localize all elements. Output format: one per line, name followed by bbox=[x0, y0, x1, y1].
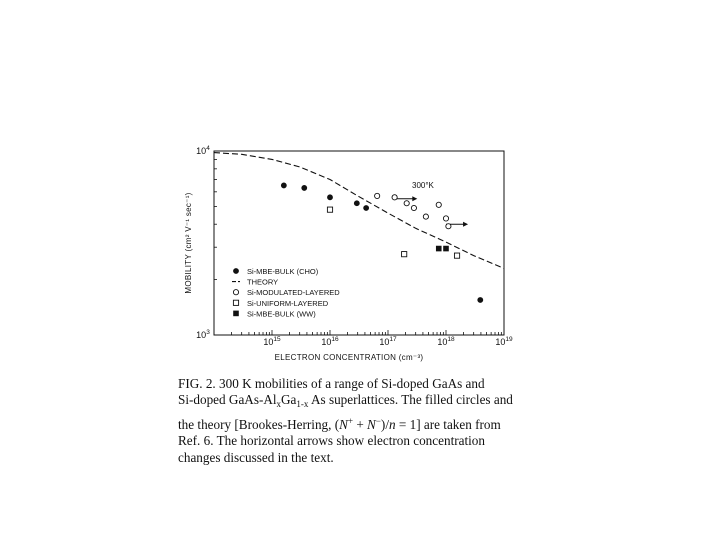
data-point bbox=[423, 214, 428, 219]
data-point bbox=[375, 193, 380, 198]
caption-line-2: Si-doped GaAs-$Al_xGa_{1-x}$ As superlattices. The filled circles and bbox=[178, 392, 513, 410]
data-point bbox=[363, 205, 369, 211]
legend-marker bbox=[233, 290, 238, 295]
y-tick-labels bbox=[196, 145, 210, 340]
data-point bbox=[281, 183, 287, 189]
theory-curve bbox=[214, 153, 504, 269]
data-point bbox=[392, 195, 397, 200]
legend-marker bbox=[233, 311, 239, 317]
data-point bbox=[436, 202, 441, 207]
legend-marker bbox=[233, 268, 239, 274]
legend-label: THEORY bbox=[247, 277, 279, 287]
data-point bbox=[301, 185, 307, 191]
data-point bbox=[443, 246, 449, 252]
x-tick-label: $10^{19}$ bbox=[495, 336, 513, 347]
x-tick-label: $10^{15}$ bbox=[263, 336, 281, 347]
data-point bbox=[411, 205, 416, 210]
x-axis-title: ELECTRON CONCENTRATION (cm⁻³) bbox=[274, 353, 424, 362]
legend bbox=[232, 267, 340, 318]
arrow-head bbox=[412, 196, 417, 201]
figure-caption bbox=[178, 376, 628, 466]
y-tick-label: $10^3$ bbox=[196, 329, 210, 340]
x-tick-label: $10^{16}$ bbox=[321, 336, 339, 347]
theory-line bbox=[214, 153, 504, 269]
x-tick-label: $10^{17}$ bbox=[379, 336, 397, 347]
legend-marker bbox=[233, 300, 238, 305]
caption-line-4: Ref. 6. The horizontal arrows show electron concentration bbox=[178, 433, 485, 449]
y-tick-label: $10^4$ bbox=[196, 145, 210, 156]
arrow-head bbox=[463, 222, 468, 227]
legend-label: Si-UNIFORM-LAYERED bbox=[247, 298, 329, 308]
legend-label: Si-MODULATED-LAYERED bbox=[247, 288, 340, 298]
caption-line-1: FIG. 2. 300 K mobilities of a range of Si-doped GaAs and bbox=[178, 376, 485, 391]
data-point bbox=[443, 216, 448, 221]
data-point bbox=[477, 297, 483, 303]
temperature-annotation: 300°K bbox=[412, 181, 434, 190]
y-axis-title: MOBILITY (cm² V⁻¹ sec⁻¹) bbox=[184, 192, 193, 294]
data-point bbox=[454, 253, 459, 258]
data-point bbox=[327, 194, 333, 200]
data-point bbox=[436, 246, 442, 252]
data-point bbox=[404, 201, 409, 206]
data-point bbox=[446, 224, 451, 229]
data-point bbox=[402, 252, 407, 257]
data-point bbox=[327, 207, 332, 212]
legend-label: Si-MBE-BULK (WW) bbox=[247, 309, 316, 319]
x-tick-label: $10^{18}$ bbox=[437, 336, 455, 347]
data-points bbox=[281, 183, 483, 303]
legend-label: Si-MBE-BULK (CHO) bbox=[247, 267, 319, 276]
caption-line-5: changes discussed in the text. bbox=[178, 449, 334, 465]
caption-line-3: the theory [Brookes-Herring, (N+ + N−)/n = 1] are taken from bbox=[178, 415, 501, 432]
data-point bbox=[354, 200, 360, 206]
x-tick-labels bbox=[263, 336, 513, 347]
